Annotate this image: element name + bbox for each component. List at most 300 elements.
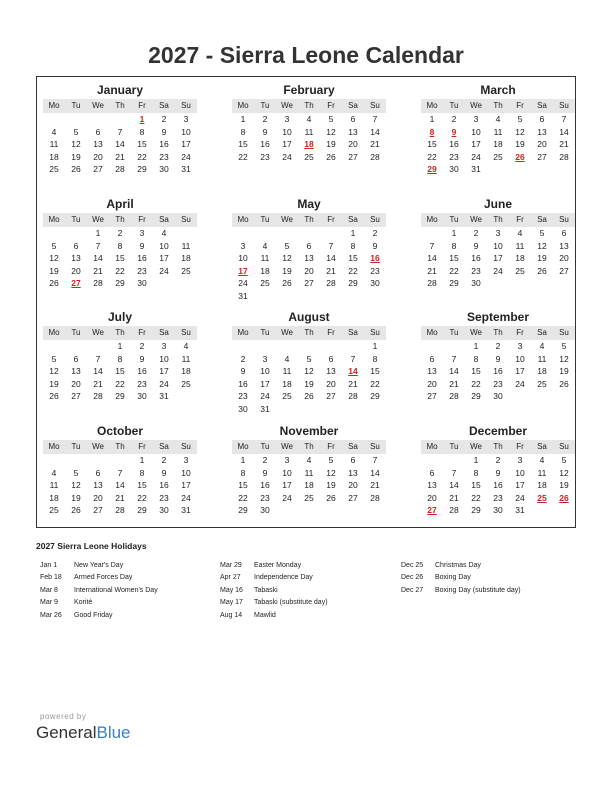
- day-cell: [443, 454, 465, 467]
- day-cell: 4: [306, 114, 312, 124]
- day-cell: 31: [159, 391, 169, 401]
- day-cell: 15: [348, 253, 358, 263]
- day-cell: 23: [137, 378, 147, 389]
- day-cell: 30: [137, 278, 147, 288]
- day-cell: 29: [449, 278, 459, 288]
- day-cell: 2: [473, 228, 479, 238]
- day-cell: 29: [348, 278, 358, 288]
- day-cell: 13: [93, 480, 103, 490]
- week-row: [421, 252, 575, 265]
- weekday-label: Su: [181, 442, 191, 451]
- day-cell: [342, 340, 364, 353]
- week-row: [421, 378, 575, 391]
- day-cell: [487, 163, 509, 176]
- day-cell: 7: [117, 467, 123, 478]
- day-cell: 7: [561, 114, 567, 124]
- day-cell: 6: [73, 240, 79, 251]
- day-cell: 29: [471, 505, 481, 515]
- month-june: [421, 196, 575, 290]
- weekday-label: Sa: [537, 442, 547, 451]
- day-cell: [443, 340, 465, 353]
- weekday-label: Th: [304, 442, 314, 451]
- day-cell: 20: [537, 139, 547, 149]
- week-row: [421, 454, 575, 467]
- day-cell: 16: [260, 480, 270, 490]
- day-cell: [553, 390, 575, 403]
- weekday-header: [421, 440, 575, 454]
- day-cell: 12: [49, 253, 59, 263]
- week-row: [232, 365, 386, 378]
- day-cell: 9: [372, 240, 378, 251]
- day-cell: 19: [49, 265, 59, 276]
- day-cell: 16: [260, 139, 270, 149]
- day-cell: 14: [115, 480, 125, 490]
- week-row: [232, 113, 386, 126]
- day-cell: 27: [304, 278, 314, 288]
- day-cell: 9: [495, 353, 501, 364]
- day-cell: 31: [181, 505, 191, 515]
- day-cell: 17: [181, 480, 191, 490]
- day-cell: 19: [559, 480, 569, 490]
- day-cell: [487, 277, 509, 290]
- day-cell: 22: [238, 492, 248, 503]
- week-row: [43, 151, 197, 164]
- day-cell: 9: [139, 240, 145, 251]
- week-row: [43, 504, 197, 517]
- weekday-label: Mo: [426, 328, 438, 337]
- day-cell: [531, 163, 553, 176]
- day-cell: 8: [117, 240, 123, 251]
- weekday-label: Fr: [138, 215, 146, 224]
- day-cell: 6: [350, 455, 356, 465]
- holiday-date: Mar 8: [40, 586, 58, 594]
- weekday-label: We: [92, 442, 104, 451]
- holiday-name: Independence Day: [254, 574, 313, 582]
- day-cell: 10: [181, 126, 191, 137]
- day-cell: [276, 290, 298, 303]
- day-cell: 20: [427, 492, 437, 503]
- day-cell: [276, 403, 298, 416]
- holiday-name: Tabaski (substitute day): [254, 599, 328, 607]
- day-cell: 6: [95, 467, 101, 478]
- day-cell: 21: [559, 139, 569, 149]
- day-cell: 8: [117, 353, 123, 364]
- day-cell: [421, 454, 443, 467]
- weekday-label: Mo: [237, 101, 249, 110]
- day-cell: 14: [559, 126, 569, 137]
- holiday-date: Mar 9: [40, 599, 58, 607]
- day-cell: 27: [93, 164, 103, 174]
- day-cell: [531, 390, 553, 403]
- day-cell: 10: [260, 366, 270, 376]
- week-row: [421, 151, 575, 164]
- day-cell: 1: [372, 341, 378, 351]
- weekday-label: Mo: [48, 101, 60, 110]
- day-cell: 27: [537, 151, 547, 162]
- day-cell: [320, 504, 342, 517]
- weekday-label: Fr: [138, 328, 146, 337]
- weekday-label: Th: [304, 215, 314, 224]
- day-cell: 1: [139, 455, 145, 465]
- day-cell: [342, 504, 364, 517]
- weekday-label: Th: [115, 101, 125, 110]
- holiday-day-cell: 17: [238, 265, 248, 276]
- day-cell: 11: [49, 139, 59, 149]
- day-cell: 24: [159, 265, 169, 276]
- weekday-label: We: [92, 328, 104, 337]
- day-cell: 23: [449, 151, 459, 162]
- weekday-label: Sa: [348, 101, 358, 110]
- day-cell: [509, 277, 531, 290]
- weekday-label: Mo: [426, 442, 438, 451]
- day-cell: 5: [328, 114, 334, 124]
- holiday-day-cell: 26: [559, 492, 569, 503]
- day-cell: 28: [348, 391, 358, 401]
- day-cell: [276, 227, 298, 240]
- day-cell: 31: [238, 290, 248, 301]
- day-cell: 2: [495, 341, 501, 351]
- day-cell: 27: [93, 505, 103, 515]
- brand-name-part1: General: [36, 723, 97, 742]
- day-cell: 18: [181, 253, 191, 263]
- day-cell: 5: [561, 455, 567, 465]
- day-cell: 12: [304, 366, 314, 376]
- day-cell: 2: [161, 455, 167, 465]
- day-cell: 30: [137, 391, 147, 401]
- weekday-label: Th: [304, 328, 314, 337]
- weekday-header: [43, 326, 197, 340]
- weekday-label: Fr: [327, 328, 335, 337]
- day-cell: 1: [473, 455, 479, 465]
- day-cell: 21: [449, 492, 459, 503]
- day-cell: [553, 163, 575, 176]
- day-cell: 25: [181, 265, 191, 276]
- day-cell: 23: [493, 492, 503, 503]
- holiday-date: Mar 29: [220, 562, 242, 569]
- day-cell: 23: [370, 265, 380, 276]
- holiday-day-cell: 27: [71, 278, 81, 288]
- week-row: [232, 378, 386, 391]
- day-cell: 18: [515, 253, 525, 263]
- day-cell: 8: [139, 467, 145, 478]
- day-cell: 22: [137, 492, 147, 503]
- day-cell: 15: [115, 253, 125, 263]
- month-name: February: [283, 83, 335, 97]
- day-cell: 6: [328, 353, 334, 364]
- day-cell: 20: [71, 265, 81, 276]
- week-row: [421, 240, 575, 253]
- day-cell: 24: [260, 391, 270, 401]
- day-cell: 16: [137, 253, 147, 263]
- day-cell: 10: [471, 126, 481, 137]
- weekday-label: Mo: [48, 442, 60, 451]
- holiday-date: Apr 27: [220, 574, 241, 582]
- day-cell: 7: [451, 467, 457, 478]
- weekday-label: Su: [370, 328, 380, 337]
- holiday-date: May 16: [220, 586, 243, 594]
- day-cell: 31: [471, 164, 481, 174]
- holiday-entry: [216, 560, 406, 572]
- weekday-label: Fr: [516, 328, 524, 337]
- week-row: [421, 138, 575, 151]
- month-name: April: [106, 197, 134, 211]
- day-cell: [320, 227, 342, 240]
- month-name: March: [480, 83, 516, 97]
- week-row: [232, 492, 386, 505]
- day-cell: 27: [348, 492, 358, 503]
- day-cell: 3: [517, 341, 523, 351]
- week-row: [43, 390, 197, 403]
- day-cell: 15: [427, 139, 437, 149]
- day-cell: [531, 277, 553, 290]
- holiday-day-cell: 27: [427, 505, 437, 515]
- holiday-date: Dec 25: [401, 562, 424, 569]
- weekday-label: Tu: [260, 215, 270, 224]
- day-cell: 21: [348, 378, 358, 389]
- day-cell: 5: [73, 467, 79, 478]
- weekday-label: Mo: [426, 215, 438, 224]
- holiday-list-column: [216, 560, 406, 622]
- day-cell: 18: [260, 265, 270, 276]
- day-cell: 14: [93, 366, 103, 376]
- day-cell: 19: [304, 378, 314, 389]
- day-cell: 2: [262, 455, 268, 465]
- day-cell: 20: [71, 378, 81, 389]
- day-cell: 21: [370, 139, 380, 149]
- week-row: [43, 340, 197, 353]
- weekday-label: Sa: [159, 215, 169, 224]
- holiday-day-cell: 25: [537, 492, 547, 503]
- day-cell: 12: [71, 480, 81, 490]
- day-cell: 7: [117, 126, 123, 137]
- day-cell: 12: [537, 240, 547, 251]
- day-cell: 16: [159, 139, 169, 149]
- week-row: [232, 252, 386, 265]
- week-row: [232, 504, 386, 517]
- day-cell: 8: [350, 240, 356, 251]
- day-cell: 20: [348, 139, 358, 149]
- day-cell: 3: [284, 455, 290, 465]
- day-cell: 14: [370, 126, 380, 137]
- holiday-name: New Year's Day: [74, 562, 124, 569]
- day-cell: 29: [115, 391, 125, 401]
- day-cell: 24: [515, 378, 525, 389]
- day-cell: 17: [282, 480, 292, 490]
- weekday-label: Fr: [327, 215, 335, 224]
- day-cell: [364, 290, 386, 303]
- week-row: [43, 378, 197, 391]
- day-cell: 26: [71, 505, 81, 515]
- holiday-day-cell: 26: [515, 151, 525, 162]
- day-cell: 27: [326, 391, 336, 401]
- day-cell: 20: [427, 378, 437, 389]
- day-cell: 13: [537, 126, 547, 137]
- weekday-label: Th: [115, 328, 125, 337]
- day-cell: 13: [427, 366, 437, 376]
- week-row: [421, 163, 575, 176]
- day-cell: 12: [49, 366, 59, 376]
- day-cell: 13: [71, 253, 81, 263]
- day-cell: 27: [348, 151, 358, 162]
- weekday-header: [232, 99, 386, 113]
- day-cell: 3: [473, 114, 479, 124]
- week-row: [43, 353, 197, 366]
- day-cell: 14: [427, 253, 437, 263]
- day-cell: 11: [304, 467, 314, 478]
- day-cell: 25: [304, 151, 314, 162]
- day-cell: 11: [181, 353, 191, 364]
- day-cell: 19: [71, 151, 81, 162]
- day-cell: 4: [183, 341, 189, 351]
- day-cell: 27: [427, 391, 437, 401]
- day-cell: 13: [93, 139, 103, 149]
- month-name: September: [466, 310, 530, 324]
- day-cell: 26: [282, 278, 292, 288]
- day-cell: 22: [449, 265, 459, 276]
- holiday-name: Boxing Day (substitute day): [435, 586, 521, 594]
- day-cell: 18: [49, 151, 59, 162]
- day-cell: 25: [49, 164, 59, 174]
- day-cell: 6: [306, 240, 312, 251]
- weekday-label: Tu: [260, 442, 270, 451]
- day-cell: 16: [449, 139, 459, 149]
- day-cell: 25: [282, 391, 292, 401]
- day-cell: 2: [262, 114, 268, 124]
- day-cell: 12: [559, 467, 569, 478]
- day-cell: 29: [137, 164, 147, 174]
- day-cell: 28: [370, 151, 380, 162]
- day-cell: 2: [240, 353, 246, 364]
- week-row: [43, 113, 197, 126]
- day-cell: 1: [240, 455, 246, 465]
- weekday-label: Tu: [260, 328, 270, 337]
- day-cell: 4: [161, 228, 167, 238]
- weekday-label: Th: [493, 328, 503, 337]
- day-cell: 20: [326, 378, 336, 389]
- weekday-header: [43, 213, 197, 227]
- day-cell: 4: [539, 341, 545, 351]
- day-cell: 26: [49, 278, 59, 288]
- day-cell: [65, 227, 87, 240]
- holiday-date: Aug 14: [220, 611, 243, 619]
- day-cell: [254, 340, 276, 353]
- month-april: [43, 196, 197, 290]
- day-cell: 31: [260, 403, 270, 414]
- day-cell: 12: [326, 126, 336, 137]
- day-cell: 11: [515, 240, 525, 251]
- day-cell: 22: [471, 378, 481, 389]
- day-cell: [175, 227, 197, 240]
- day-cell: 1: [451, 228, 457, 238]
- day-cell: [553, 277, 575, 290]
- weekday-label: Su: [559, 101, 569, 110]
- month-name: June: [483, 197, 512, 211]
- day-cell: 14: [326, 253, 336, 263]
- day-cell: 17: [282, 139, 292, 149]
- weekday-label: Sa: [348, 328, 358, 337]
- week-row: [43, 492, 197, 505]
- day-cell: 3: [183, 114, 189, 124]
- day-cell: [531, 504, 553, 517]
- day-cell: 7: [95, 240, 101, 251]
- brand-name-part2: Blue: [96, 723, 131, 742]
- day-cell: 21: [449, 378, 459, 389]
- day-cell: [175, 277, 197, 290]
- day-cell: 8: [473, 353, 479, 364]
- day-cell: 24: [282, 151, 292, 162]
- day-cell: 25: [493, 151, 503, 162]
- holiday-day-cell: 9: [451, 126, 457, 137]
- day-cell: [298, 403, 320, 416]
- day-cell: [109, 113, 131, 126]
- day-cell: 4: [51, 467, 57, 478]
- day-cell: 13: [326, 366, 336, 376]
- weekday-header: [421, 326, 575, 340]
- day-cell: 17: [515, 366, 525, 376]
- weekday-label: Su: [370, 215, 380, 224]
- weekday-header: [43, 99, 197, 113]
- day-cell: [87, 113, 109, 126]
- day-cell: 6: [95, 126, 101, 137]
- day-cell: 18: [181, 366, 191, 376]
- day-cell: 25: [304, 492, 314, 503]
- day-cell: 20: [93, 151, 103, 162]
- day-cell: 7: [350, 353, 356, 364]
- week-row: [421, 492, 575, 505]
- day-cell: 21: [427, 265, 437, 276]
- weekday-label: Sa: [537, 101, 547, 110]
- day-cell: 12: [515, 126, 525, 137]
- day-cell: 9: [240, 366, 246, 376]
- day-cell: 23: [238, 391, 248, 401]
- weekday-label: Fr: [138, 101, 146, 110]
- day-cell: 22: [115, 378, 125, 389]
- day-cell: 9: [161, 126, 167, 137]
- brand-name: [36, 723, 131, 743]
- day-cell: 20: [559, 253, 569, 263]
- day-cell: 11: [181, 240, 191, 251]
- day-cell: [43, 227, 65, 240]
- day-cell: 22: [348, 265, 358, 276]
- weekday-label: Fr: [327, 101, 335, 110]
- day-cell: [276, 504, 298, 517]
- week-row: [421, 113, 575, 126]
- day-cell: 26: [71, 164, 81, 174]
- day-cell: 28: [93, 391, 103, 401]
- day-cell: 15: [449, 253, 459, 263]
- day-cell: 10: [515, 353, 525, 364]
- day-cell: 4: [284, 353, 290, 364]
- day-cell: 29: [238, 505, 248, 515]
- day-cell: 6: [429, 467, 435, 478]
- week-row: [43, 126, 197, 139]
- day-cell: 13: [348, 126, 358, 137]
- holiday-day-cell: 18: [304, 139, 314, 149]
- day-cell: 4: [539, 455, 545, 465]
- weekday-label: Fr: [516, 101, 524, 110]
- week-row: [421, 340, 575, 353]
- week-row: [43, 265, 197, 278]
- weekday-label: We: [470, 215, 482, 224]
- day-cell: [175, 390, 197, 403]
- month-february: [232, 82, 386, 163]
- day-cell: 17: [181, 139, 191, 149]
- day-cell: 20: [348, 480, 358, 490]
- week-row: [421, 126, 575, 139]
- day-cell: 14: [449, 366, 459, 376]
- day-cell: [298, 504, 320, 517]
- holiday-day-cell: 1: [139, 114, 145, 124]
